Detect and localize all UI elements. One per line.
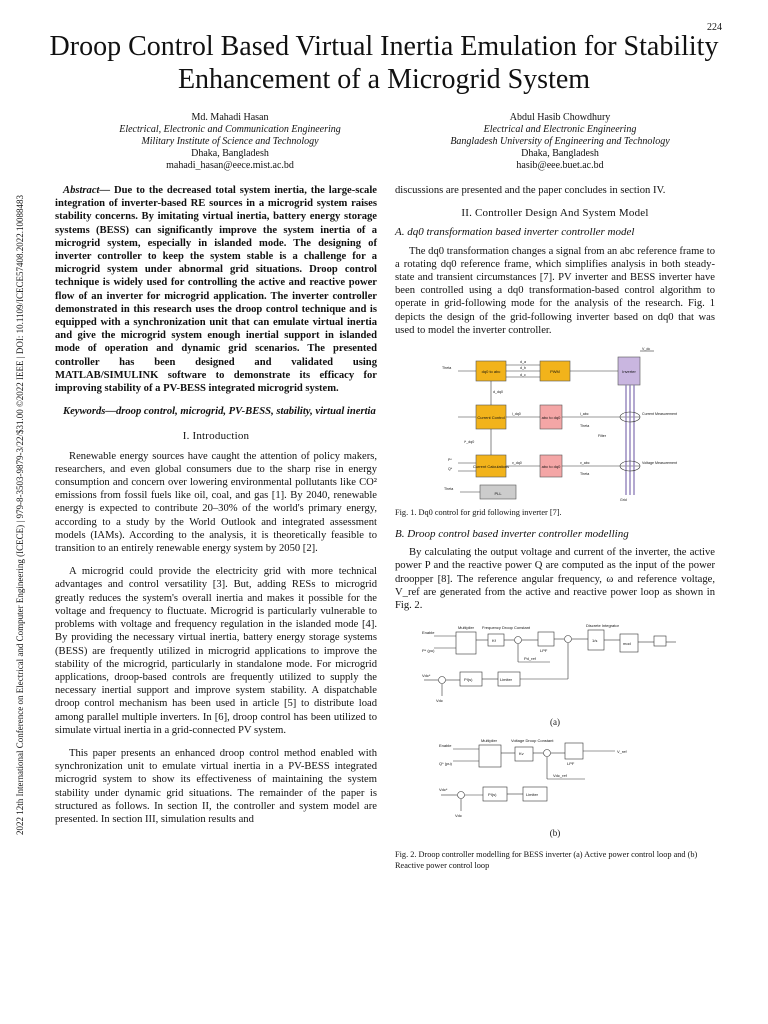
figure-2b-diagram [435, 735, 675, 825]
fig2b-label: Kv [519, 751, 524, 757]
doi-side-note [10, 170, 24, 870]
paragraph: This paper presents an enhanced droop control method enabled with synchronization unit to emulate virtual inertia in a PV-BESS integrated microgrid system to show its effectiveness of maintaining the system stability under dynamic grid situations. The remainder of the paper is structured as follows. In section II, the controller and system model are presented. In section III, simulation results and [55, 747, 377, 825]
fig2b-label: Vdc [455, 813, 462, 819]
fig1-label: Grid [620, 498, 627, 503]
fig2a-label: Limiter [500, 677, 513, 683]
fig2a-label: P* (pu) [422, 648, 435, 654]
author-dept: Electrical and Electronic Engineering [483, 124, 637, 135]
fig1-block-label: Current Calculations [472, 464, 510, 470]
fig1-label: d_dq0 [493, 390, 503, 395]
fig1-label: v_dq0 [512, 461, 522, 466]
fig2b-label: Enable [439, 743, 452, 749]
left-column [55, 184, 377, 836]
figure-1-diagram [440, 347, 677, 503]
fig2b-label: Vdc_ref [553, 773, 567, 779]
fig1-label: Theta [580, 472, 590, 477]
author-institution: Bangladesh University of Engineering and Technology [450, 136, 670, 147]
block-kv [515, 747, 533, 761]
figure-2a-diagram [420, 622, 690, 714]
section-heading-introduction: I. Introduction [182, 430, 250, 443]
fig1-block-label: abc to dq0 [541, 415, 561, 421]
fig1-label: Theta [444, 487, 454, 492]
fig1-label: i_abc [580, 412, 589, 417]
fig1-block-label: abc to dq0 [541, 464, 561, 470]
sum-junction [544, 750, 551, 757]
paragraph: discussions are presented and the paper concludes in section IV. [395, 185, 666, 196]
sum-junction [458, 792, 465, 799]
fig1-label: Filter [598, 434, 606, 439]
paragraph: A microgrid could provide the electricity grid with more technical advantages and control versatility [3]. But, adding RESs to microgrid greatly reduces the system's overall inertia and makes it possible for the voltage and frequency to fluctuate. Microgrid is particularly vulnerable to problems with voltage and frequency regulation in the islanded mode [4]. By providing the necessary virtual inertia, battery energy storage systems (BESS) are frequently utilized in microgrid applications to improve the stability of the microgrid, particularly in standalone mode. For microgrid applications, droop-based controls are frequently utilized to supply the necessary inertial support and improve system stability. A dispatchable droop control mechanism has been used in article [5] to distribute load among parallel multiple inverters. In [6], droop control has been utilized to simulate virtual inertia in a grid-connected PV system. [55, 566, 377, 736]
section-heading-controller-design: II. Controller Design And System Model [461, 207, 649, 220]
fig2a-label: 1/s [592, 638, 598, 644]
fig2b-label: V_ref [617, 749, 627, 755]
fig2b-label: Multiplier [481, 738, 498, 744]
fig2b-label: Vdc* [439, 787, 448, 793]
fig2a-label: LPF [540, 648, 548, 654]
author-email: mahadi_hasan@eece.mist.ac.bd [166, 160, 294, 171]
author-city: Dhaka, Bangladesh [191, 148, 269, 159]
abstract [55, 184, 377, 395]
figure-2b [435, 735, 675, 825]
fig2a-label: Multiplier [458, 625, 475, 631]
author-institution: Military Institute of Science and Technology [141, 136, 319, 147]
figure-2a-label: (a) [550, 717, 560, 728]
fig1-label: Q* [448, 467, 453, 472]
author-name: Abdul Hasib Chowdhury [509, 112, 611, 123]
fig2a-label: Vdc [436, 698, 443, 704]
figure-1 [440, 347, 677, 503]
paragraph: The dq0 transformation changes a signal from an abc reference frame to a rotating dq0 reference frame, which simplifies analysis in both steady-state and transient circumstances [7]. PV inverter and BESS inverter have been controlled using a dq0 transformation-based control algorithm to operate in grid-following mode for the analysis of the research. Fig. 1 depicts the design of the grid-following inverter based on dq0 that was used to model the inverter controller. [395, 245, 715, 336]
fig2b-label: Limiter [526, 792, 539, 798]
right-column [395, 184, 715, 881]
subsection-heading-b: B. Droop control based inverter controller modelling [395, 528, 629, 541]
fig1-label: Voltage Measurement [642, 461, 677, 466]
author-dept: Electrical, Electronic and Communication Engineering [119, 124, 341, 135]
block-kf [488, 634, 504, 646]
fig1-block-label: dq0 to abc [481, 369, 501, 375]
author-block-2 [410, 112, 710, 172]
fig2b-label: Q* (pu) [439, 761, 452, 767]
fig1-block-label: PLL [494, 491, 502, 497]
doi-text: 2022 12th International Conference on Electrical and Computer Engineering (ICECE) | 979-8-3503-9879-3/22/$31.00 ©2022 IEEE | DOI: 10.1109/ICECE57408.2022.10088483 [15, 195, 25, 835]
sum-junction [439, 677, 446, 684]
figure-2a [420, 622, 690, 714]
page-number: 224 [707, 22, 722, 33]
sum-junction [565, 636, 572, 643]
fig2a-label: Discrete Integrator [586, 623, 619, 629]
fig2a-label: Frequency Droop Constant [482, 625, 531, 631]
figure-1-caption: Fig. 1. Dq0 control for grid following inverter [7]. [395, 508, 562, 518]
abstract-label: Abstract— [63, 185, 111, 196]
fig1-block-label: PWM [550, 369, 560, 375]
fig1-label: i_dq0 [512, 412, 521, 417]
fig1-label: d_c [520, 373, 526, 378]
fig2b-label: LPF [567, 761, 575, 767]
fig1-label: P* [448, 458, 452, 463]
fig2b-label: PI(s) [488, 792, 497, 798]
fig2a-label: PI(s) [464, 677, 473, 683]
subsection-heading-a: A. dq0 transformation based inverter controller model [395, 226, 635, 239]
fig2a-label: Pd_ref [524, 656, 536, 662]
keywords: Keywords—droop control, microgrid, PV-BESS, stability, virtual inertia [63, 406, 376, 418]
fig2a-label: mod [623, 641, 631, 647]
sum-junction [515, 637, 522, 644]
block-multiplier [456, 632, 476, 654]
block-lpf [538, 632, 554, 646]
paragraph: Renewable energy sources have caught the attention of policy makers, researchers, and even global consumers due to the sharp rise in energy consumption and concern over lowering environmental pollutants like CO² emissions from fossil fuels like oil, coal, and gas [1]. By 2040, renewable energy is expected to contribute 20–30% of the world's primary energy, according to a study by the World Outlook and integrated assessment models (IAMs). According to the analysis, it is theoretically feasible to transition to an entirely renewable energy system by 2050 [2]. [55, 450, 377, 555]
block-multiplier [479, 745, 501, 767]
author-block-1 [90, 112, 370, 172]
fig1-label: Current Measurement [642, 412, 677, 417]
figure-2-caption: Fig. 2. Droop controller modelling for BESS inverter (a) Active power control loop and (b) Reactive power control loop [395, 849, 698, 870]
fig1-label: Theta [580, 424, 590, 429]
fig2a-label: Enable [422, 630, 435, 636]
figure-2b-label: (b) [549, 828, 561, 839]
author-email: hasib@eee.buet.ac.bd [516, 160, 604, 171]
fig1-block-label: Current Control [477, 415, 505, 421]
block-output [654, 636, 666, 646]
fig2a-label: Kf [492, 638, 496, 644]
author-city: Dhaka, Bangladesh [521, 148, 599, 159]
fig1-label: v_abc [580, 461, 590, 466]
fig1-label: d_a [520, 360, 526, 365]
fig1-label: V_dc [642, 347, 651, 352]
abstract-text: Due to the decreased total system inertia, the large-scale integration of inverter-based RE sources in a microgrid system raises stability concerns. By imitating virtual inertia, battery energy storage systems (BESS) can significantly improve the system inertia of a microgrid system, especially in islanded mode. The designing of inverter controller to keep the system stable is a challenge for a microgrid system under abnormal grid situations. Droop control technique is widely used for controlling the active and reactive power flow of an inverter for microgrid application. The inverter controller demonstrated in this research uses the droop control technique and is equipped with a synchronization unit that can emulate virtual inertia and give the microgrid system enough inertial support in islanded mode of operation and dynamic grid scenarios. The presented controller has been designed and validated using MATLAB/SIMULINK software to demonstrate its efficacy for improving stability of a PV-BESS integrated microgrid system. [55, 185, 377, 395]
paper-title: Droop Control Based Virtual Inertia Emulation for Stability Enhancement of a Microgrid System [49, 31, 719, 95]
fig2b-label: Voltage Droop Constant [511, 738, 554, 744]
fig1-label: i*_dq0 [464, 440, 475, 445]
paragraph: By calculating the output voltage and current of the inverter, the active power P and the reactive power Q are computed as the input of the power droopper [8]. The reference angular frequency, ω and reference voltage, V_ref are generated from the active and reactive power loop as shown in Fig. 2. [395, 547, 715, 612]
block-lpf [565, 743, 583, 759]
author-name: Md. Mahadi Hasan [191, 112, 269, 123]
fig1-label: d_b [520, 366, 526, 371]
fig1-label: Theta [442, 366, 452, 371]
fig2a-label: Vdc* [422, 673, 431, 679]
fig1-block-label: Inverter [622, 369, 636, 375]
